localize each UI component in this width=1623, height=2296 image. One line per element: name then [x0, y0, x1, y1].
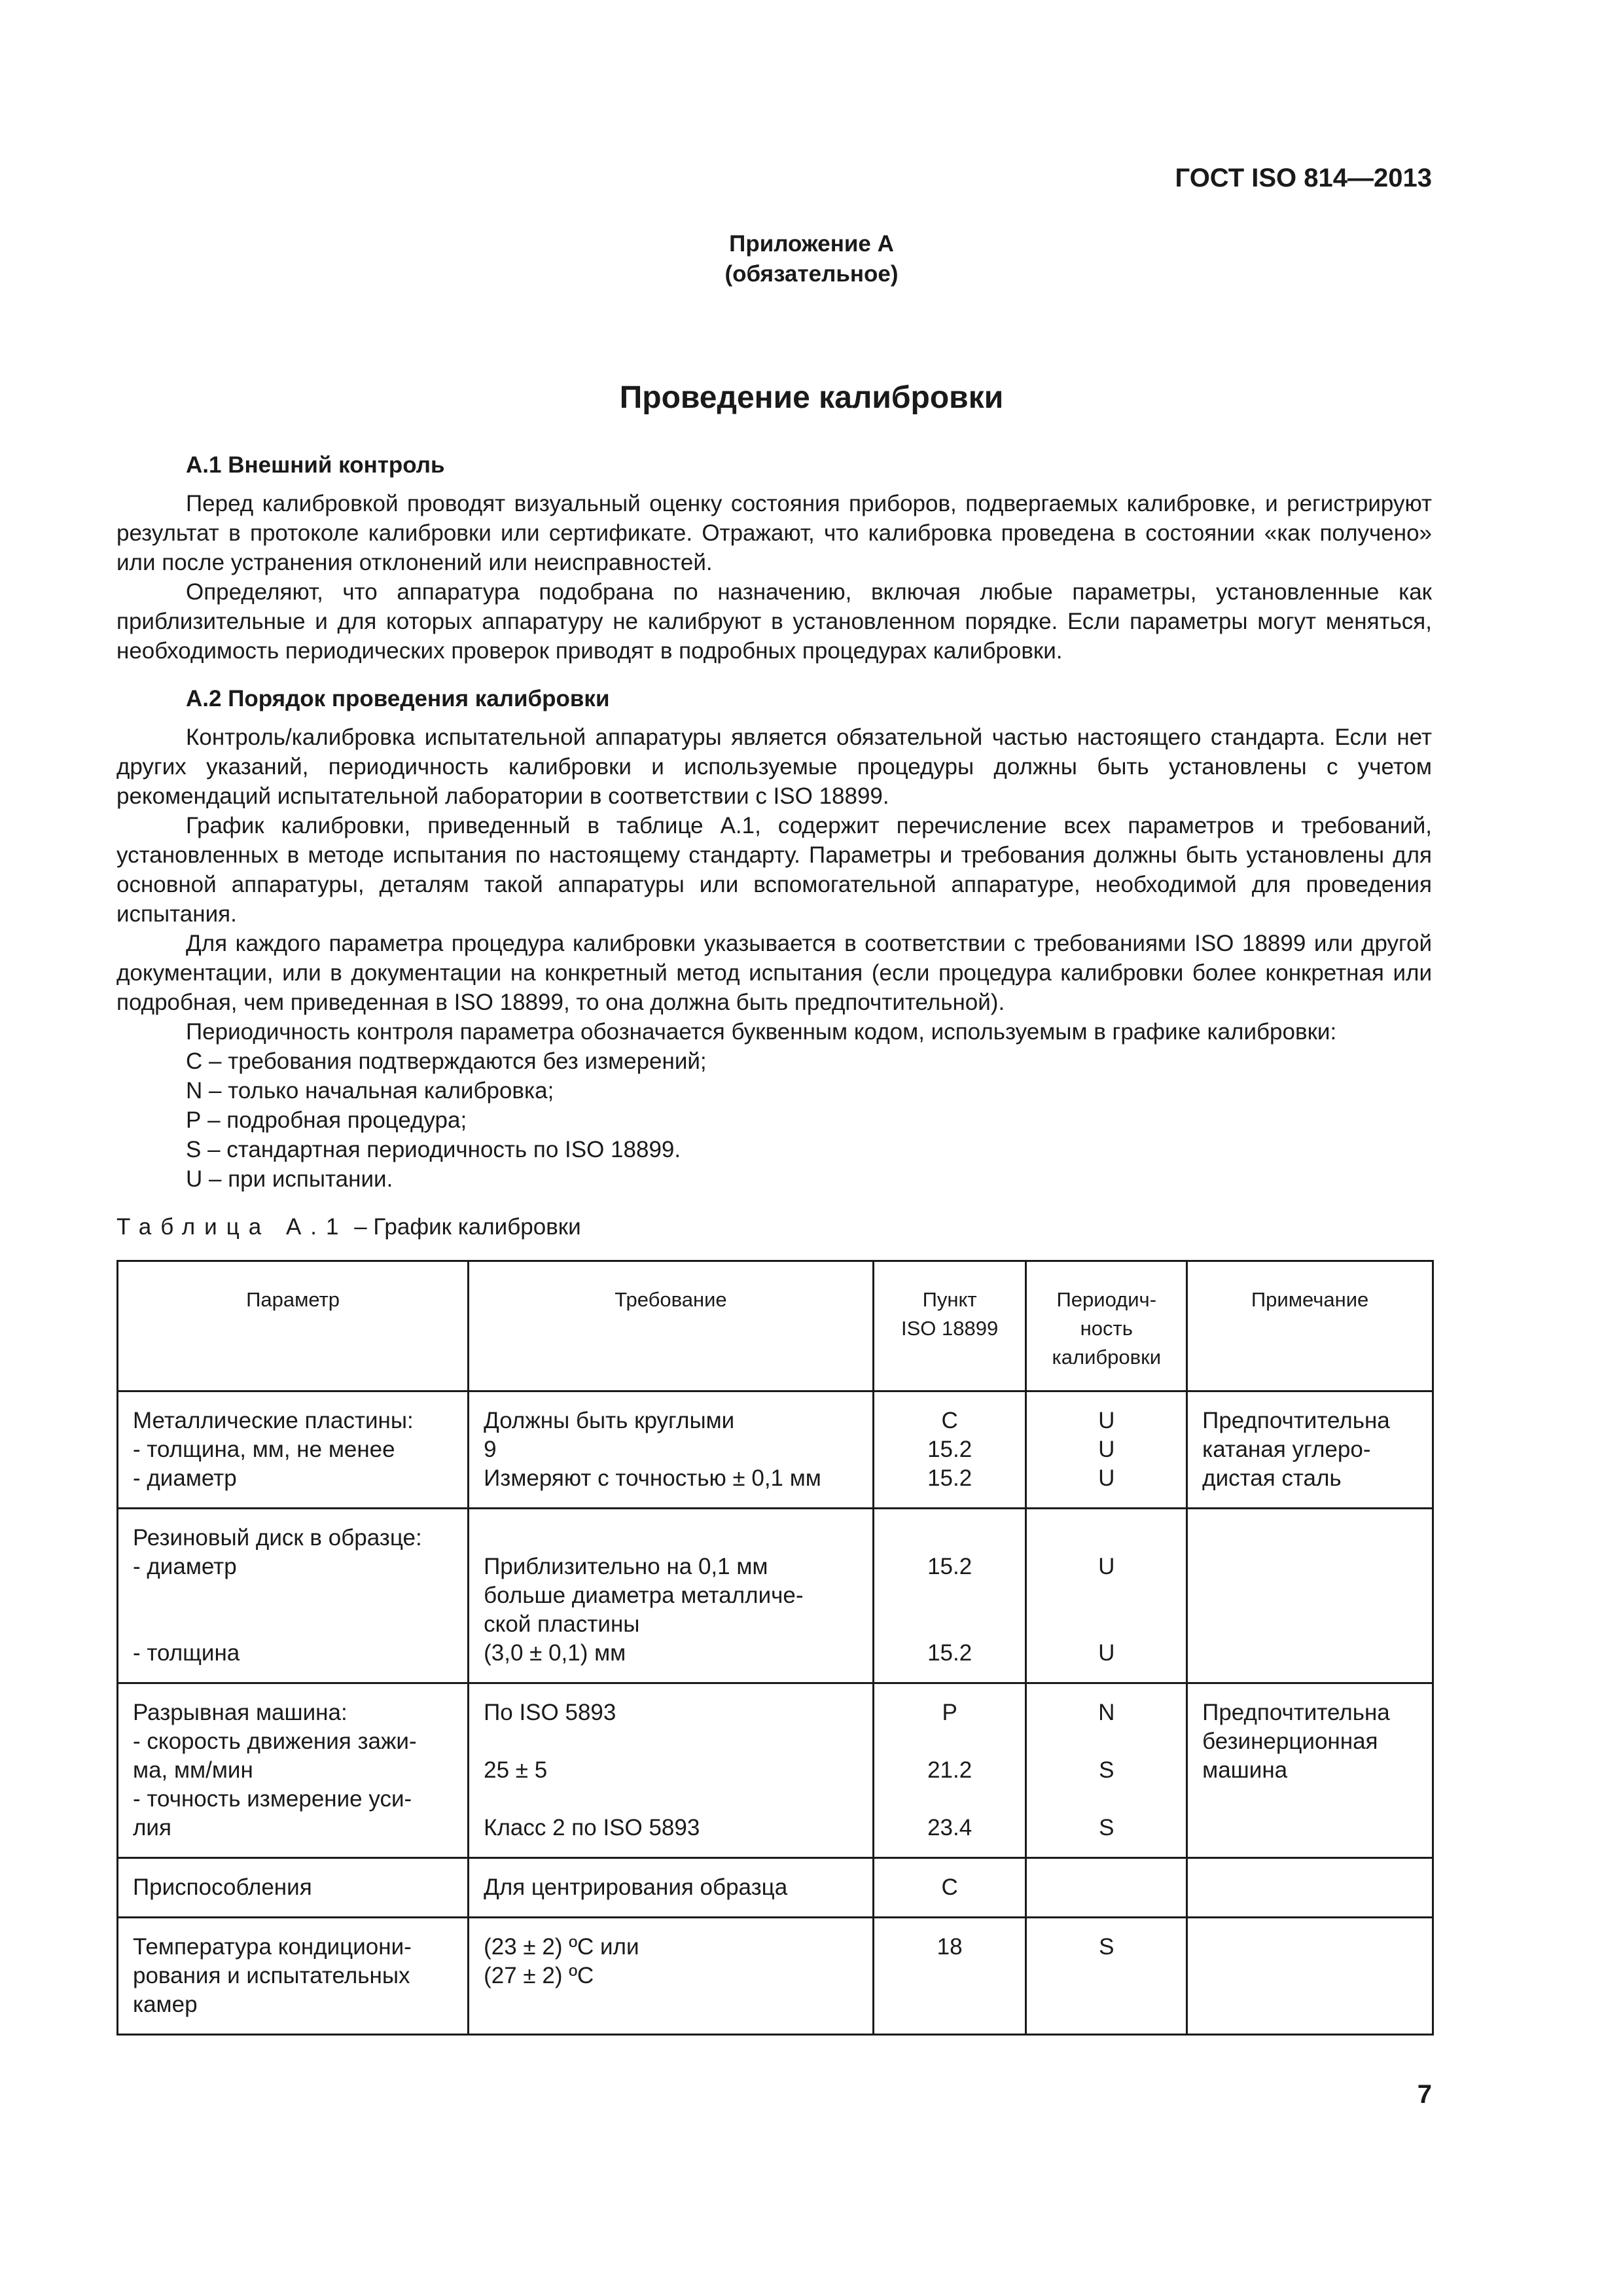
cell-requirement: (23 ± 2) ºС или (27 ± 2) ºС [469, 1918, 874, 2035]
cell-periodicity: S [1026, 1918, 1187, 2035]
table-row [118, 1509, 1433, 1683]
table-row [118, 1683, 1433, 1858]
cell-note: Предпочтительна катаная углеро- дистая сталь [1187, 1391, 1433, 1509]
code-list-item: S – стандартная периодичность по ISO 18899. [186, 1137, 681, 1162]
cell-note [1187, 1509, 1433, 1683]
cell-requirement: Должны быть круглыми 9 Измеряют с точностью ± 0,1 мм [469, 1391, 874, 1509]
table-caption-text: – График калибровки [348, 1214, 581, 1240]
cell-clause: Р 21.2 23.4 [873, 1683, 1026, 1858]
paragraph: Для каждого параметра процедура калибровки указывается в соответствии с требованиями ISO 18899 или другой документации, или в документации на конкретный метод испытания (если процедура калибровки более конкретная или подробная, чем приведенная в ISO 18899, то она должна быть предпочтительной). [116, 931, 1432, 1015]
appendix-title: Приложение А [729, 231, 894, 257]
table-row [118, 1858, 1433, 1918]
cell-parameter: Температура кондициони- рования и испытательных камер [118, 1918, 469, 2035]
paragraph: График калибровки, приведенный в таблице А.1, содержит перечисление всех параметров и требований, установленных в методе испытания по настоящему стандарту. Параметры и требования должны быть установлены для основной аппаратуры, деталям такой аппаратуры или вспомогательной аппаратуре, необходимой для проведения испытания. [116, 813, 1432, 927]
appendix-label [0, 229, 1623, 289]
appendix-status: (обязательное) [724, 261, 899, 287]
paragraph: Контроль/калибровка испытательной аппаратуры является обязательной частью настоящего стандарта. Если нет других указаний, периодичность калибровки и используемые процедуры должны быть установлены с учетом рекомендаций испытательной лаборатории в соответствии с ISO 18899. [116, 725, 1432, 809]
column-header-periodicity: Периодич- ность калибровки [1026, 1261, 1187, 1391]
cell-periodicity: U U [1026, 1509, 1187, 1683]
code-list-item: N – только начальная калибровка; [186, 1078, 554, 1103]
cell-note [1187, 1858, 1433, 1918]
column-header-requirement: Требование [469, 1261, 874, 1391]
table-row [118, 1918, 1433, 2035]
cell-parameter: Резиновый диск в образце: - диаметр - толщина [118, 1509, 469, 1683]
cell-note: Предпочтительна безинерционная машина [1187, 1683, 1433, 1858]
cell-clause: С [873, 1858, 1026, 1918]
cell-note [1187, 1918, 1433, 2035]
cell-requirement: По ISO 5893 25 ± 5 Класс 2 по ISO 5893 [469, 1683, 874, 1858]
cell-clause: 15.2 15.2 [873, 1509, 1026, 1683]
cell-periodicity [1026, 1858, 1187, 1918]
paragraph: Периодичность контроля параметра обозначается буквенным кодом, используемым в графике калибровки: [186, 1019, 1337, 1045]
table-caption [116, 1214, 581, 1240]
calibration-table [116, 1260, 1434, 2036]
table-row [118, 1391, 1433, 1509]
body-text [116, 450, 1432, 1194]
column-header-clause: Пункт ISO 18899 [873, 1261, 1026, 1391]
column-header-parameter: Параметр [118, 1261, 469, 1391]
table-header-row [118, 1261, 1433, 1391]
page-number: 7 [1417, 2080, 1432, 2109]
cell-parameter: Приспособления [118, 1858, 469, 1918]
code-list-item: Р – подробная процедура; [186, 1107, 467, 1133]
cell-parameter: Металлические пластины: - толщина, мм, не менее - диаметр [118, 1391, 469, 1509]
cell-clause: 18 [873, 1918, 1026, 2035]
code-list-item: С – требования подтверждаются без измерений; [186, 1049, 707, 1074]
cell-clause: С 15.2 15.2 [873, 1391, 1026, 1509]
standard-code: ГОСТ ISO 814—2013 [1175, 164, 1432, 192]
cell-periodicity: U U U [1026, 1391, 1187, 1509]
paragraph: Определяют, что аппаратура подобрана по назначению, включая любые параметры, установленные как приблизительные и для которых аппаратуру не калибруют в установленном порядке. Если параметры могут меняться, необходимость периодических проверок приводят в подробных процедурах калибровки. [116, 579, 1432, 664]
cell-requirement: Приблизительно на 0,1 мм больше диаметра металличе- ской пластины (3,0 ± 0,1) мм [469, 1509, 874, 1683]
section-heading-a2: А.2 Порядок проведения калибровки [186, 686, 610, 711]
page-title: Проведение калибровки [619, 380, 1004, 415]
table-caption-label: Таблица А.1 [116, 1214, 348, 1240]
column-header-note: Примечание [1187, 1261, 1433, 1391]
code-list-item: U – при испытании. [186, 1166, 393, 1192]
cell-requirement: Для центрирования образца [469, 1858, 874, 1918]
paragraph: Перед калибровкой проводят визуальный оценку состояния приборов, подвергаемых калибровке, и регистрируют результат в протоколе калибровки или сертификате. Отражают, что калибровка проведена в состоянии «как получено» или после устранения отклонений или неисправностей. [116, 491, 1432, 575]
cell-parameter: Разрывная машина: - скорость движения зажи- ма, мм/мин - точность измерение уси- лия [118, 1683, 469, 1858]
section-heading-a1: А.1 Внешний контроль [186, 452, 445, 478]
cell-periodicity: N S S [1026, 1683, 1187, 1858]
